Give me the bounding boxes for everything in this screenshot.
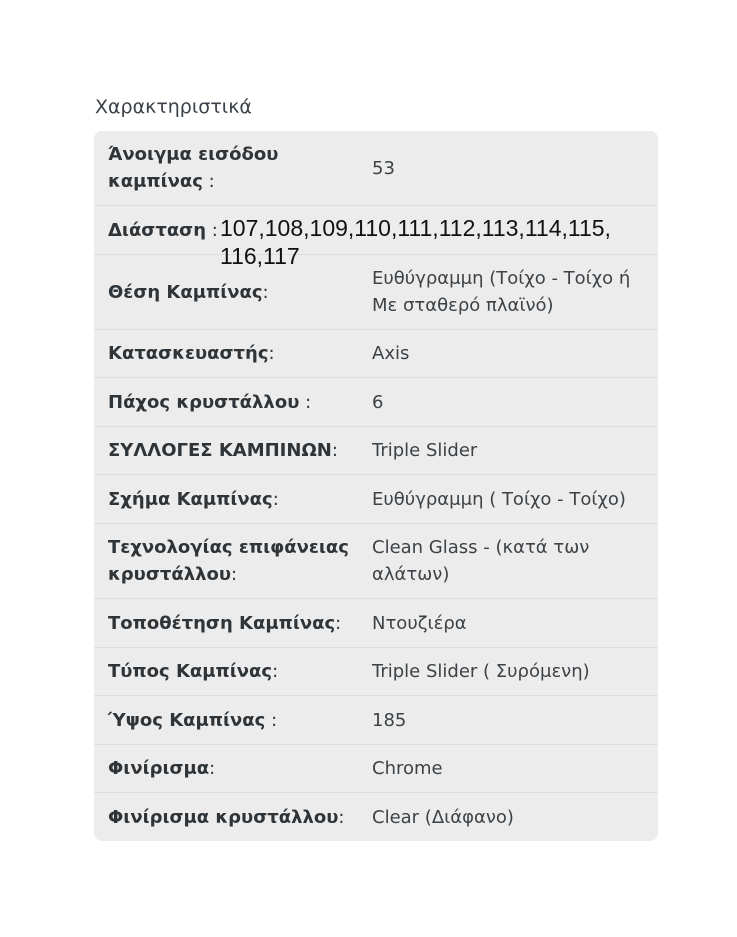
section-title: Χαρακτηριστικά [95,96,252,118]
spec-label-colon: : [209,758,216,779]
spec-label-text: Τεχνολογίας επιφάνειας κρυστάλλου [108,537,349,585]
spec-label-text: Άνοιγμα εισόδου καμπίνας [108,144,279,192]
spec-label-colon: : [262,281,269,303]
spec-value: Triple Slider [372,440,478,461]
spec-value: 185 [372,709,407,731]
spec-label [94,755,372,782]
spec-label [94,279,372,306]
specifications-table [94,131,658,841]
spec-value: Chrome [372,758,443,779]
spec-label-colon: : [338,806,345,828]
spec-label-text: Φινίρισμα κρυστάλλου [108,806,339,828]
spec-row-entry-opening [94,131,658,206]
spec-label-text: Φινίρισμα [108,758,210,779]
spec-label-colon: : [231,564,238,585]
spec-label [94,534,372,588]
spec-row-collections [94,427,658,475]
spec-label-colon: : [272,488,279,510]
spec-value: Triple Slider ( Συρόμενη) [372,661,590,682]
spec-label-text: ΣΥΛΛΟΓΕΣ ΚΑΜΠΙΝΩΝ [108,440,332,461]
spec-label [94,217,218,244]
spec-value: Axis [372,343,410,364]
spec-label-colon: : [268,343,275,364]
spec-value: Ντουζιέρα [372,612,467,634]
spec-label-colon: : [335,612,342,634]
spec-label-text: Σχήμα Καμπίνας [108,488,273,510]
spec-label-text: Θέση Καμπίνας [108,281,263,303]
spec-label [94,804,372,831]
spec-label [94,658,372,685]
spec-label-colon: : [299,391,312,413]
spec-label [94,437,372,464]
spec-value-dimension: 107,108,109,110,111,112,113,114,115, 116,117 [220,215,611,269]
spec-row-cabin-height [94,696,658,745]
spec-label [94,141,372,195]
spec-value: Clean Glass - (κατά των αλάτων) [372,537,590,585]
spec-row-cabin-placement [94,599,658,648]
spec-label [94,707,372,734]
spec-row-finish [94,745,658,793]
spec-label-colon: : [202,171,215,192]
spec-label-text: Τύπος Καμπίνας [108,661,273,682]
spec-label-colon: : [272,661,279,682]
spec-row-glass-surface-technology [94,524,658,599]
spec-label [94,340,372,367]
spec-label-colon: : [331,440,338,461]
spec-label-text: Κατασκευαστής [108,343,269,364]
spec-label-text: Διάσταση [108,219,207,241]
spec-label [94,610,372,637]
spec-value: 6 [372,391,384,413]
spec-row-manufacturer [94,330,658,378]
spec-row-glass-finish [94,793,658,841]
spec-label [94,389,372,416]
spec-row-glass-thickness [94,378,658,427]
spec-value: 53 [372,157,395,179]
spec-label [94,486,372,513]
spec-row-cabin-type [94,648,658,696]
spec-value: Ευθύγραμμη (Τοίχο - Τοίχο ή Με σταθερό πλαϊνό) [372,268,631,316]
spec-label-text: Ύψος Καμπίνας [108,709,266,731]
spec-label-colon: : [206,219,218,241]
spec-value: Ευθύγραμμη ( Τοίχο - Τοίχο) [372,488,626,510]
spec-row-cabin-shape [94,475,658,524]
spec-value: Clear (Διάφανο) [372,806,514,828]
spec-row-dimension [94,206,658,269]
spec-label-colon: : [265,709,278,731]
spec-label-text: Πάχος κρυστάλλου [108,391,300,413]
spec-label-text: Τοποθέτηση Καμπίνας [108,612,336,634]
